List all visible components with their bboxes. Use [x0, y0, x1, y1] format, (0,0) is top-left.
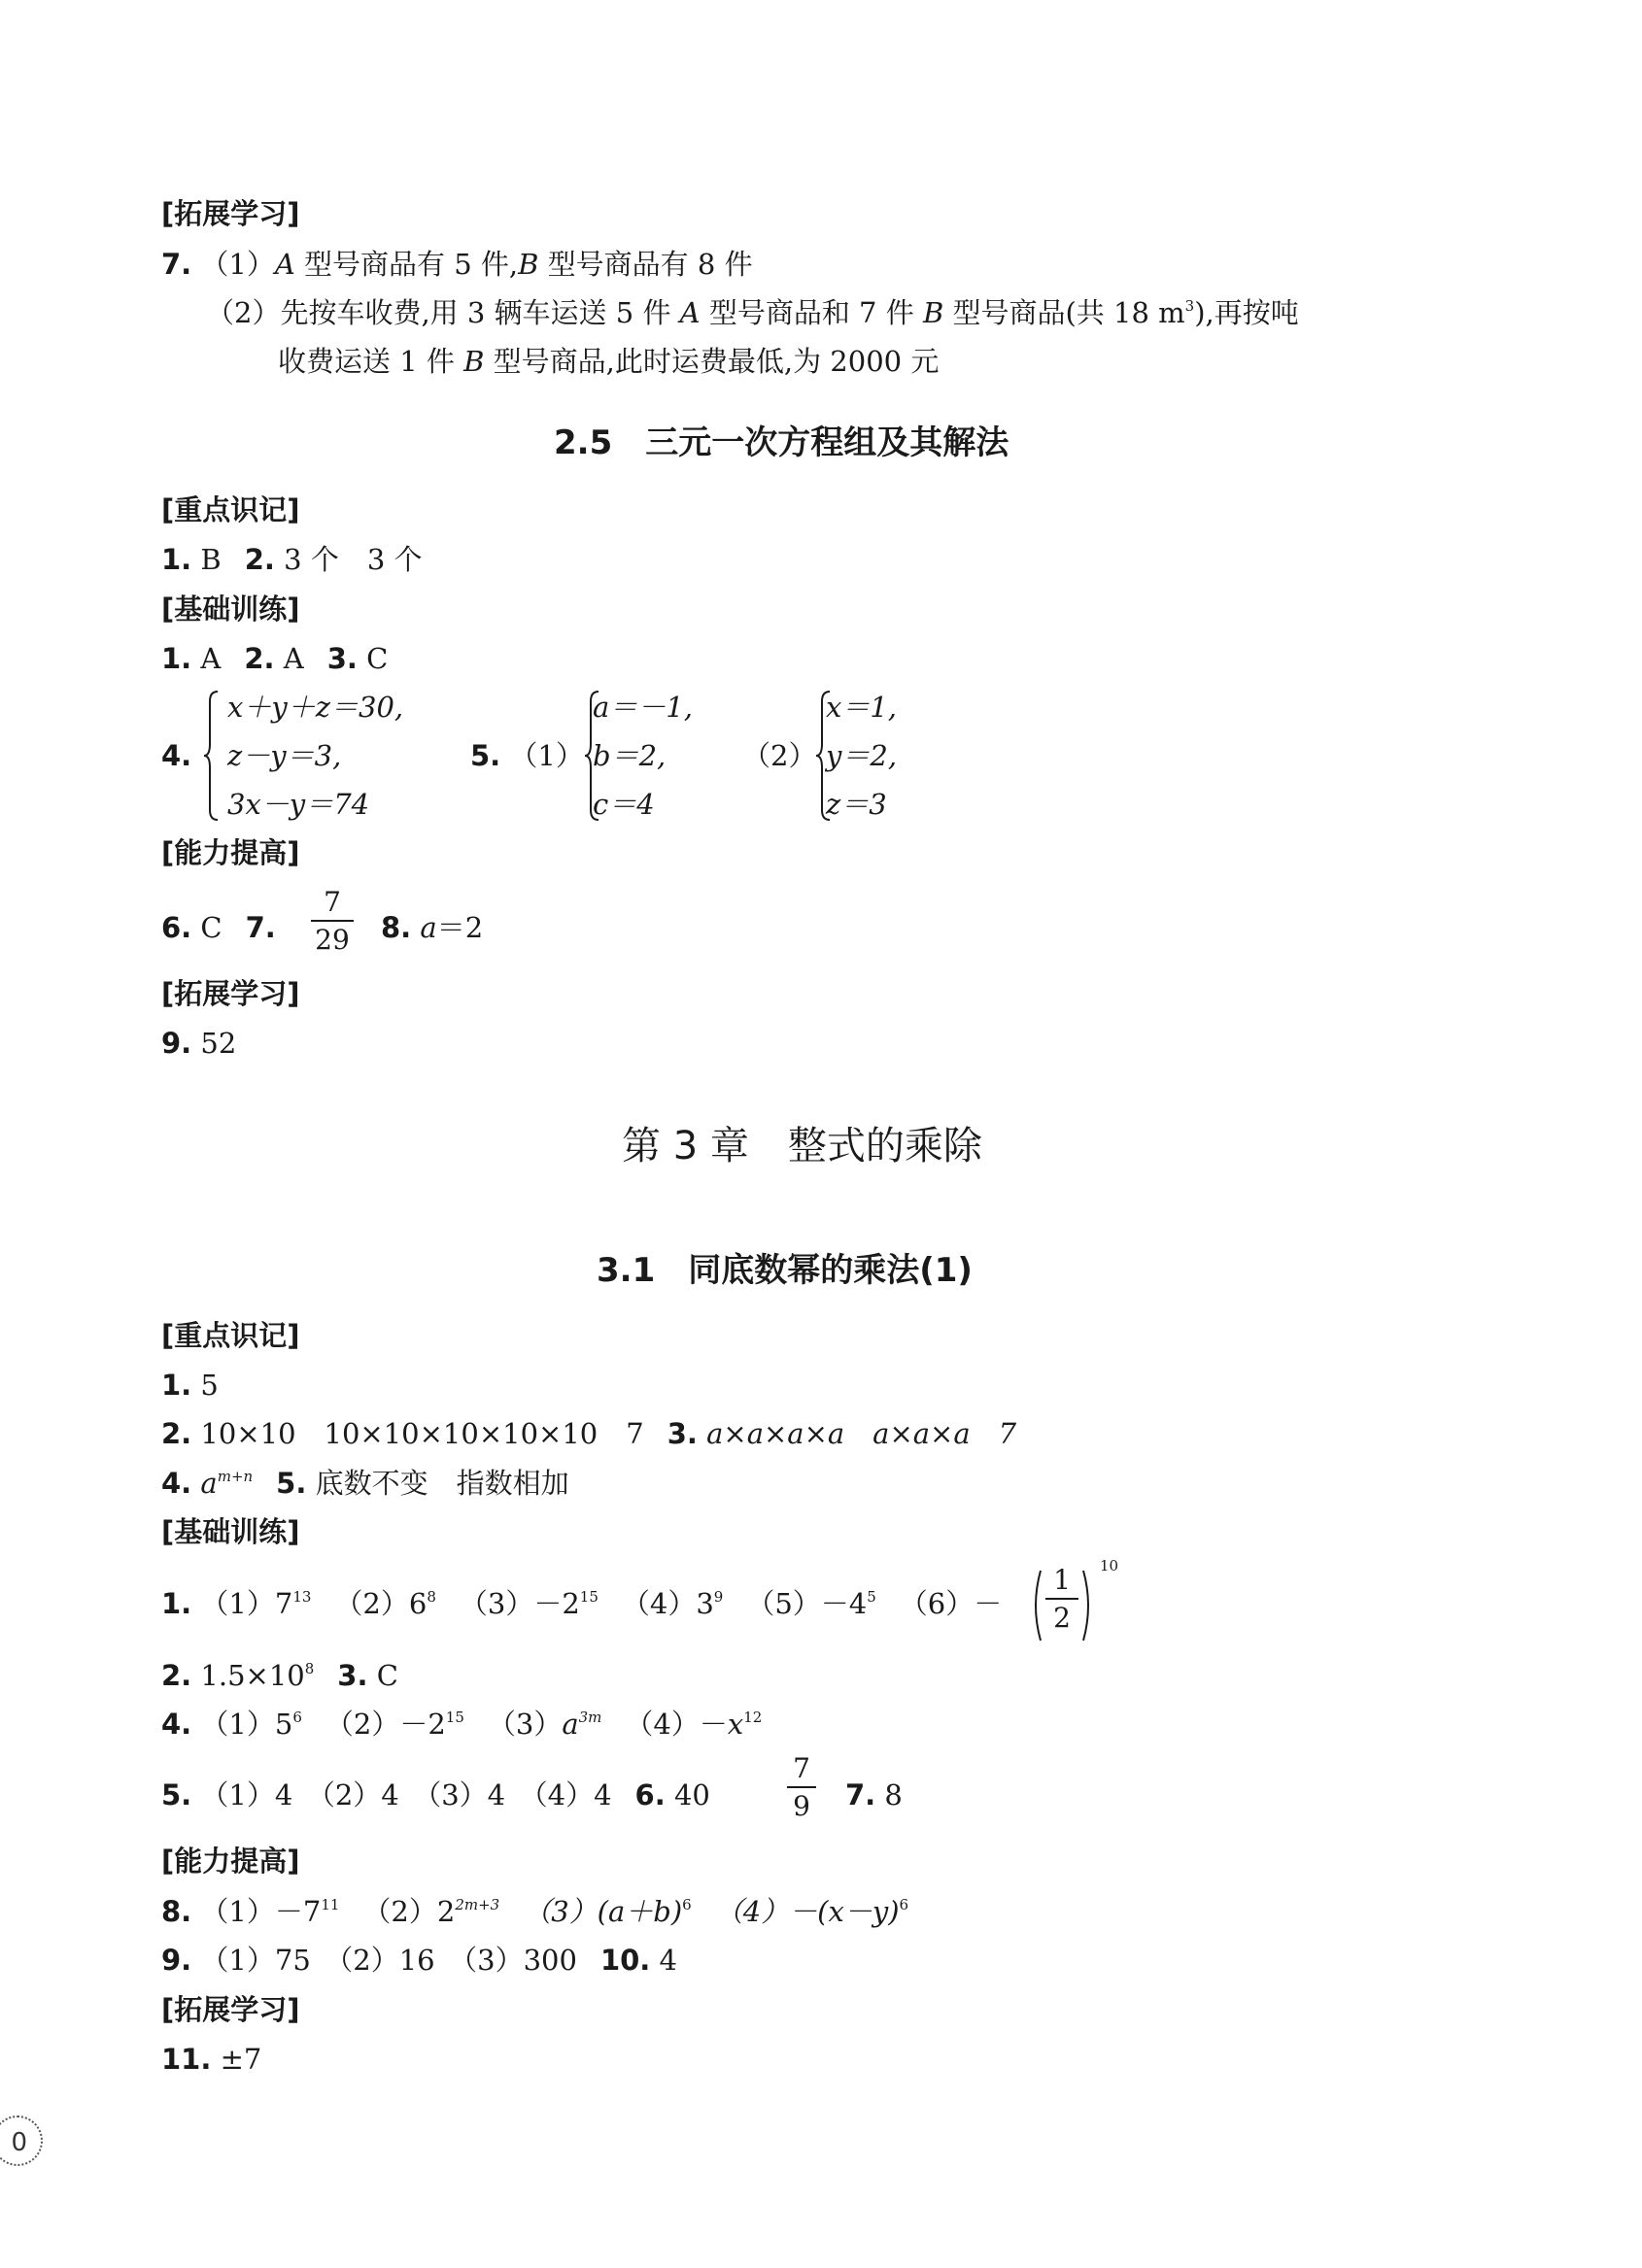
answer-text: （2）6 — [334, 1587, 428, 1620]
answer-text: （2）－2 — [325, 1708, 446, 1741]
question-number: 10. — [599, 1944, 651, 1977]
answer-text: ＝2 — [436, 911, 484, 944]
answer-line-q11 — [161, 2040, 261, 2079]
answer-line-q7-2 — [206, 293, 1299, 337]
equation-row: z＝3 — [826, 788, 887, 821]
variable: B — [518, 248, 539, 281]
part-label: （2） — [206, 296, 281, 329]
answer-line — [161, 1464, 569, 1507]
answer-text: 52 — [200, 1027, 237, 1060]
equation-row: z－y＝3, — [227, 739, 342, 772]
question-number: 3. — [337, 1659, 368, 1692]
fraction-numerator: 7 — [793, 1752, 810, 1784]
question-number: 1. — [161, 642, 192, 675]
answer-text: C — [376, 1659, 398, 1692]
answer-text: 先按车收费,用 3 辆车运送 5 件 — [280, 296, 680, 329]
section-header-zhongdian: [重点识记] — [161, 1319, 300, 1352]
variable: B — [463, 345, 485, 378]
answer-text: 型号商品,此时运费最低,为 2000 元 — [484, 345, 940, 378]
exponent: 5 — [867, 1588, 876, 1606]
exponent: 12 — [743, 1709, 763, 1726]
answer-text: （1）75 （2）16 （3）300 — [200, 1944, 577, 1977]
answer-line-q7-1 — [161, 245, 753, 284]
answer-line — [161, 1024, 236, 1063]
answer-text: 1.5×10 — [200, 1659, 305, 1692]
fraction-bar — [787, 1786, 816, 1788]
question-number: 4. — [161, 1467, 192, 1500]
question-number: 4. — [161, 1708, 192, 1741]
question-number: 5. — [276, 1467, 307, 1500]
answer-text: B — [200, 543, 222, 576]
variable: A — [679, 296, 701, 329]
question-number: 5. — [161, 1778, 192, 1811]
answer-text: （1）－7 — [200, 1895, 322, 1928]
equation-row: a＝－1, — [593, 691, 693, 724]
fraction-numerator: 7 — [324, 886, 341, 918]
answer-line — [161, 639, 388, 678]
exponent: 3 — [1184, 297, 1195, 315]
variable: x — [727, 1708, 744, 1741]
exponent: 8 — [427, 1588, 436, 1606]
answer-text: （3）－2 — [459, 1587, 580, 1620]
equation-row: x＝1, — [826, 691, 898, 724]
answer-text: 型号商品有 8 件 — [538, 248, 753, 281]
answer-text: 4 — [659, 1944, 677, 1977]
question-number: 1. — [161, 1587, 192, 1620]
variable: B — [922, 296, 944, 329]
question-number: 8. — [161, 1895, 192, 1928]
answer-text: 型号商品有 5 件, — [294, 248, 519, 281]
variable: a — [562, 1708, 579, 1741]
exponent: 15 — [445, 1709, 464, 1726]
section-header-nengli: [能力提高] — [161, 1845, 300, 1878]
fraction — [1045, 1564, 1078, 1634]
exponent: 8 — [304, 1660, 315, 1677]
answer-line — [161, 1656, 398, 1700]
section-title-3-1: 3.1 同底数幂的乘法(1) — [597, 1251, 973, 1290]
section-header-tuozhan: [拓展学习] — [161, 197, 300, 230]
answer-text: C — [200, 911, 222, 944]
variable: a — [200, 1467, 218, 1500]
answer-text: A — [200, 642, 222, 675]
fraction-bar — [1045, 1598, 1078, 1600]
question-number: 11. — [161, 2043, 212, 2076]
answer-line-q5 — [161, 1776, 710, 1814]
chapter-title: 第 3 章 整式的乘除 — [622, 1124, 982, 1168]
fraction — [787, 1752, 816, 1822]
equation-system-q5-1 — [583, 688, 738, 833]
right-paren-icon — [1080, 1568, 1096, 1643]
part-label: （2） — [742, 739, 817, 772]
answer-text: （6）－ — [899, 1587, 1003, 1620]
exponent: 2m+3 — [455, 1896, 500, 1913]
answer-text: ),再按吨 — [1194, 296, 1299, 329]
answer-line-q8 — [161, 1892, 908, 1936]
question-number: 7. — [845, 1778, 876, 1811]
section-header-nengli: [能力提高] — [161, 836, 300, 869]
answer-text: a×a×a×a a×a×a 7 — [706, 1417, 1017, 1450]
equation-system-q5-2 — [814, 688, 950, 833]
answer-line-q7-3 — [278, 342, 939, 381]
question-number: 7. — [245, 911, 276, 944]
exponent: 13 — [292, 1588, 312, 1606]
q5-label — [470, 736, 584, 775]
answer-text: （4）－(x－y) — [714, 1895, 900, 1928]
answer-text: （1）7 — [200, 1587, 293, 1620]
answer-text: 5 — [200, 1369, 219, 1402]
answer-text: 收费运送 1 件 — [278, 345, 464, 378]
equation-row: x＋y＋z＝30, — [227, 691, 404, 724]
question-number: 2. — [161, 1659, 192, 1692]
answer-line-q7 — [845, 1776, 903, 1814]
answer-text: （3） — [487, 1708, 563, 1741]
question-number: 8. — [381, 911, 412, 944]
part-label: （1） — [509, 739, 584, 772]
fraction-denominator: 2 — [1053, 1602, 1071, 1634]
equation-system-q4 — [202, 688, 455, 833]
equation-row: 3x－y＝74 — [227, 788, 370, 821]
equation-row: b＝2, — [593, 739, 667, 772]
answer-text: 型号商品和 7 件 — [700, 296, 923, 329]
answer-text: 40 — [673, 1778, 710, 1811]
question-number: 6. — [634, 1778, 666, 1811]
fraction — [311, 886, 354, 956]
page-number: 0 — [0, 2116, 43, 2166]
question-number: 2. — [244, 543, 275, 576]
equation-row: c＝4 — [593, 788, 655, 821]
section-header-tuozhan: [拓展学习] — [161, 977, 300, 1010]
answer-text: 3 个 3 个 — [284, 543, 423, 576]
exponent: 6 — [899, 1896, 909, 1913]
exponent: 6 — [682, 1896, 692, 1913]
fraction-bar — [311, 920, 354, 922]
section-title-2-5: 2.5 三元一次方程组及其解法 — [554, 423, 1009, 462]
section-header-tuozhan: [拓展学习] — [161, 1993, 300, 2026]
question-number: 3. — [667, 1417, 698, 1450]
question-number: 1. — [161, 1369, 192, 1402]
section-header-jichu: [基础训练] — [161, 1515, 300, 1548]
part-label: （1） — [200, 248, 275, 281]
question-number: 5. — [470, 739, 501, 772]
question-number: 7. — [161, 248, 192, 281]
variable: A — [274, 248, 295, 281]
answer-line — [161, 1366, 219, 1405]
exponent: m+n — [217, 1468, 254, 1485]
answer-line-q9 — [161, 1941, 677, 1980]
answer-text: （2）2 — [362, 1895, 456, 1928]
equation-row: y＝2, — [826, 739, 898, 772]
answer-text: （4）3 — [621, 1587, 714, 1620]
exponent: 10 — [1100, 1557, 1119, 1574]
section-header-zhongdian: [重点识记] — [161, 493, 300, 526]
question-number: 9. — [161, 1944, 192, 1977]
exponent: 6 — [292, 1709, 302, 1726]
exponent: 11 — [321, 1896, 340, 1913]
section-header-jichu: [基础训练] — [161, 592, 300, 626]
answer-text: 底数不变 指数相加 — [315, 1467, 569, 1500]
answer-line-q4 — [161, 1705, 762, 1748]
answer-text: C — [366, 642, 389, 675]
answer-line-q1 — [161, 1584, 1002, 1628]
question-number: 2. — [161, 1417, 192, 1450]
fraction-denominator: 9 — [793, 1790, 810, 1822]
left-brace-icon — [202, 688, 222, 824]
answer-line — [161, 1414, 1016, 1453]
question-number: 9. — [161, 1027, 192, 1060]
answer-text: 型号商品(共 18 m — [943, 296, 1185, 329]
variable: a — [420, 911, 437, 944]
exponent: 9 — [713, 1588, 724, 1606]
left-paren-icon — [1028, 1568, 1043, 1643]
answer-text: （1）4 （2）4 （3）4 （4）4 — [200, 1778, 612, 1811]
question-number: 6. — [161, 911, 192, 944]
exponent: 3m — [578, 1709, 602, 1726]
answer-line-q8 — [381, 908, 483, 947]
answer-text: 10×10 10×10×10×10×10 7 — [200, 1417, 644, 1450]
fraction-denominator: 29 — [315, 924, 350, 956]
exponent: 15 — [579, 1588, 599, 1606]
fraction-numerator: 1 — [1053, 1564, 1071, 1596]
answer-text: ±7 — [220, 2043, 262, 2076]
answer-text: 8 — [884, 1778, 903, 1811]
question-number: 4. — [161, 739, 192, 772]
answer-text: A — [283, 642, 304, 675]
answer-text: （1）5 — [200, 1708, 293, 1741]
question-number: 1. — [161, 543, 192, 576]
answer-text: （4）－ — [625, 1708, 728, 1741]
answer-line — [161, 540, 423, 579]
question-number: 2. — [244, 642, 275, 675]
answer-line — [161, 908, 276, 947]
question-number: 3. — [326, 642, 358, 675]
answer-text: （3）(a＋b) — [523, 1895, 683, 1928]
answer-text: （5）－4 — [746, 1587, 868, 1620]
